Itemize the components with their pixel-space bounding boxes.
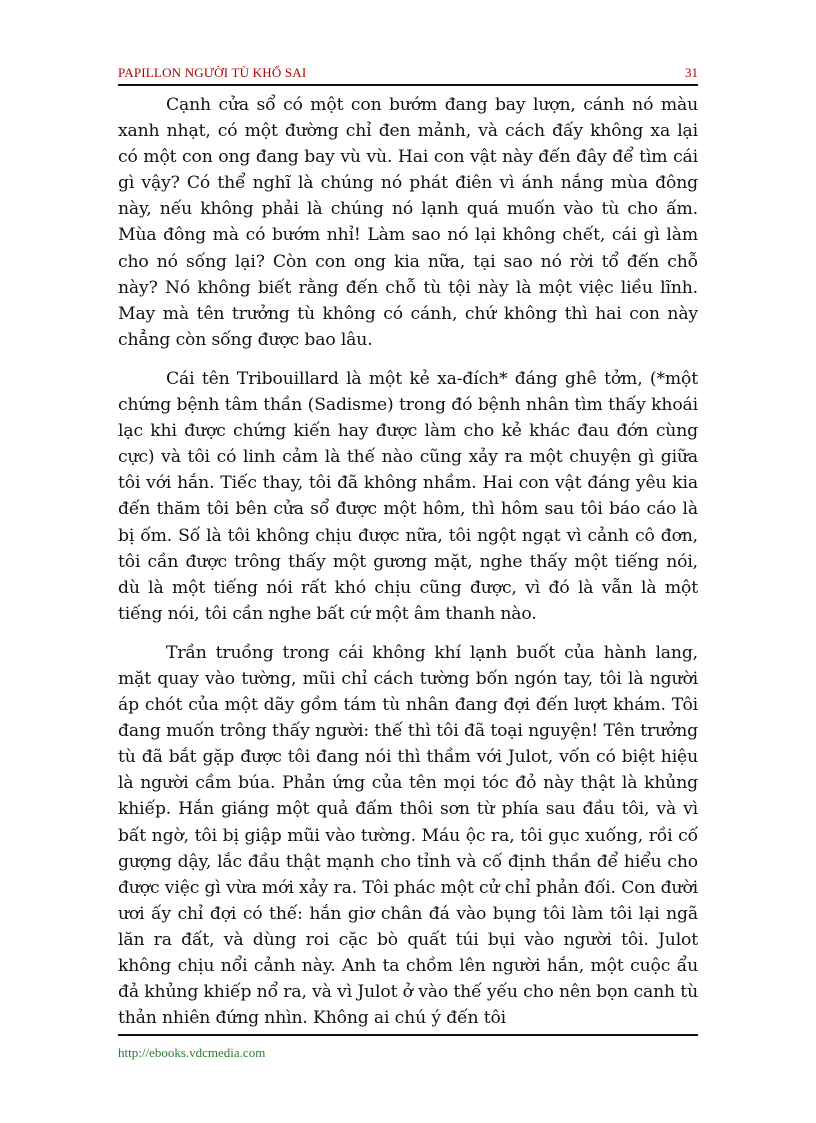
footer-link[interactable]: http://ebooks.vdcmedia.com: [118, 1045, 266, 1060]
body-text: [118, 92, 698, 1029]
paragraph: Cạnh cửa sổ có một con bướm đang bay lượn, cánh nó màu xanh nhạt, có một đường chỉ đen mảnh, và cách đấy không xa lại có một con ong đang bay vù vù. Hai con vật này đến đây để tìm cái gì vậy? Có thể nghĩ là chúng nó phát điên vì ánh nắng mùa đông này, nếu không phải là chúng nó lạnh quá muốn vào tù cho ấm. Mùa đông mà có bướm nhỉ! Làm sao nó lại không chết, cái gì làm cho nó sống lại? Còn con ong kia nữa, tại sao nó rời tổ đến chỗ này? Nó không biết rằng đến chỗ tù tội này là một việc liều lĩnh. May mà tên trưởng tù không có cánh, chứ không thì hai con này chẳng còn sống được bao lâu.: [118, 95, 698, 350]
paragraph: Cái tên Tribouillard là một kẻ xa-đích* đáng ghê tởm, (*một chứng bệnh tâm thần (Sadisme) trong đó bệnh nhân tìm thấy khoái lạc khi được chứng kiến hay được làm cho kẻ khác đau đớn cùng cực) và tôi có linh cảm là thế nào cũng xảy ra một chuyện gì giữa tôi với hắn. Tiếc thay, tôi đã không nhầm. Hai con vật đáng yêu kia đến thăm tôi bên cửa sổ được một hôm, thì hôm sau tôi báo cáo là bị ốm. Số là tôi không chịu được nữa, tôi ngột ngạt vì cảnh cô đơn, tôi cần được trông thấy một gương mặt, nghe thấy một tiếng nói, dù là một tiếng nói rất khó chịu cũng được, vì đó là vẫn là một tiếng nói, tôi cần nghe bất cứ một âm thanh nào.: [118, 368, 698, 624]
page-header: [118, 62, 698, 86]
paragraph: Trần truồng trong cái không khí lạnh buốt của hành lang, mặt quay vào tường, mũi chỉ cách tường bốn ngón tay, tôi là người áp chót của một dãy gồm tám tù nhân đang đợi đến lượt khám. Tôi đang muốn trông thấy người: thế thì tôi đã toại nguyện! Tên trưởng tù đã bắt gặp được tôi đang nói thì thầm với Julot, vốn có biệt hiệu là người cầm búa. Phản ứng của tên mọi tóc đỏ này thật là khủng khiếp. Hắn giáng một quả đấm thôi sơn từ phía sau đầu tôi, và vì bất ngờ, tôi bị giập mũi vào tường. Máu ộc ra, tôi gục xuống, rồi cố gượng dậy, lắc đầu thật mạnh cho tỉnh và cố định thần để hiểu cho được việc gì vừa mới xảy ra. Tôi phác một cử chỉ phản đối. Con đười ươi ấy chỉ đợi có thế: hắn giơ chân đá vào bụng tôi làm tôi lại ngã lăn ra đất, và dùng roi cặc bò quất túi bụi vào người tôi. Julot không chịu nổi cảnh này. Anh ta chồm lên người hắn, một cuộc ẩu đả khủng khiếp nổ ra, và vì Julot ở vào thế yếu cho nên bọn canh tù thản nhiên đứng nhìn. Không ai chú ý đến tôi: [118, 642, 698, 1029]
page-number: 31: [685, 65, 698, 80]
header-title: PAPILLON NGƯỜI TÙ KHỔ SAI: [118, 65, 307, 80]
footer-divider: [118, 1034, 698, 1036]
